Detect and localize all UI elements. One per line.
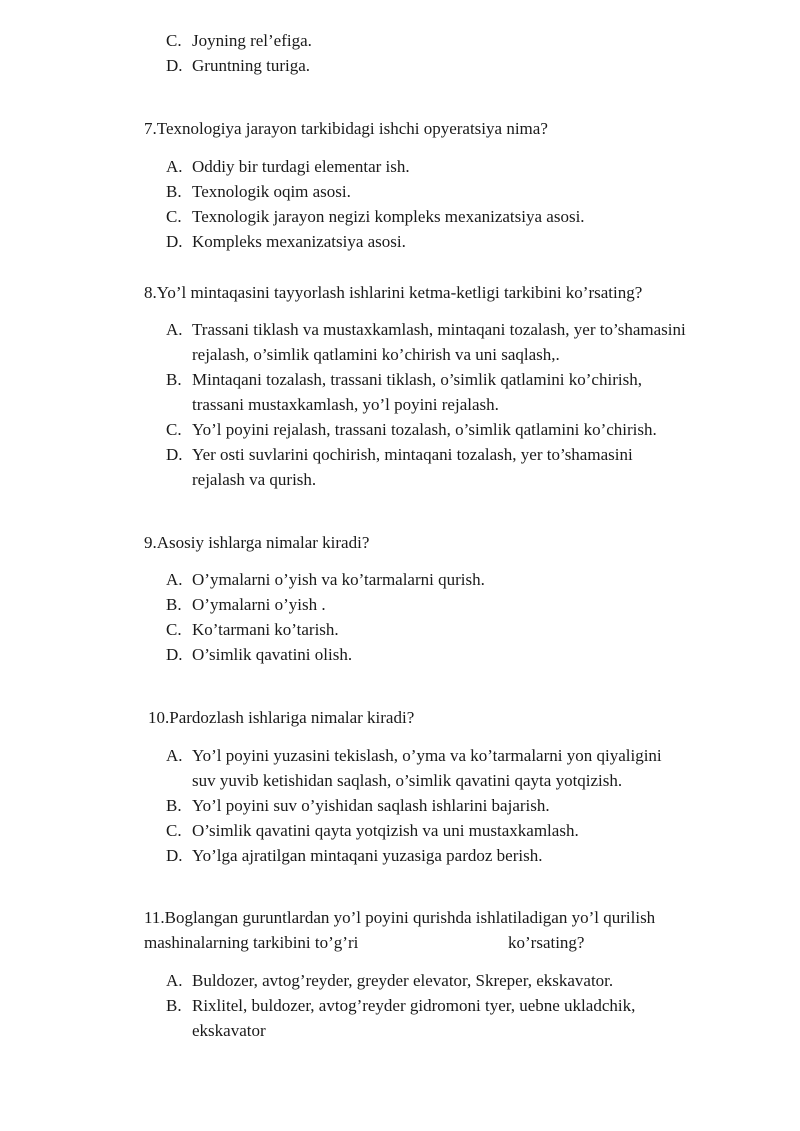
option-letter: C. xyxy=(166,620,182,639)
question-text-continued-end: ko’rsating? xyxy=(508,933,585,952)
option-text: Yo’l poyini suv o’yishidan saqlash ishlarini bajarish. xyxy=(192,796,550,815)
option-letter: A. xyxy=(166,570,183,589)
option-text: O’simlik qavatini olish. xyxy=(192,645,353,664)
option-text: Joyning rel’efiga. xyxy=(192,31,312,50)
option-letter: A. xyxy=(166,320,183,339)
option-text: Texnologik oqim asosi. xyxy=(192,182,351,201)
option-text: Buldozer, avtog’reyder, greyder elevator, Skreper, ekskavator. xyxy=(192,971,614,990)
option-letter: B. xyxy=(166,595,182,614)
option-letter: D. xyxy=(166,56,183,75)
option-text: Kompleks mexanizatsiya asosi. xyxy=(192,232,406,251)
option-letter: A. xyxy=(166,157,183,176)
option-text: Yo’l poyini rejalash, trassani tozalash, o’simlik qatlamini ko’chirish. xyxy=(192,420,657,439)
option-text-continued: rejalash va qurish. xyxy=(192,470,317,489)
option-text: Trassani tiklash va mustaxkamlash, mintaqani tozalash, yer to’shamasini xyxy=(192,320,686,339)
question-text-continued: mashinalarning tarkibini to’g’ri xyxy=(144,933,359,952)
option-text-continued: ekskavator xyxy=(192,1021,266,1040)
option-letter: D. xyxy=(166,232,183,251)
question-text: 7.Texnologiya jarayon tarkibidagi ishchi opyeratsiya nima? xyxy=(144,119,548,138)
question-text: 8.Yo’l mintaqasini tayyorlash ishlarini ketma-ketligi tarkibini ko’rsating? xyxy=(144,283,643,302)
option-letter: B. xyxy=(166,996,182,1015)
option-text-continued: suv yuvib ketishidan saqlash, o’simlik qavatini qayta yotqizish. xyxy=(192,771,623,790)
option-text-continued: trassani mustaxkamlash, yo’l poyini rejalash. xyxy=(192,395,499,414)
option-letter: D. xyxy=(166,445,183,464)
option-text: Gruntning turiga. xyxy=(192,56,311,75)
option-text: O’ymalarni o’yish va ko’tarmalarni qurish. xyxy=(192,570,485,589)
option-letter: C. xyxy=(166,31,182,50)
option-text: Texnologik jarayon negizi kompleks mexanizatsiya asosi. xyxy=(192,207,585,226)
option-text: Ko’tarmani ko’tarish. xyxy=(192,620,339,639)
option-text: O’ymalarni o’yish . xyxy=(192,595,326,614)
option-letter: B. xyxy=(166,182,182,201)
option-text: Oddiy bir turdagi elementar ish. xyxy=(192,157,410,176)
option-text: Yo’l poyini yuzasini tekislash, o’yma va ko’tarmalarni yon qiyaligini xyxy=(192,746,662,765)
option-letter: A. xyxy=(166,746,183,765)
option-letter: A. xyxy=(166,971,183,990)
question-text: 9.Asosiy ishlarga nimalar kiradi? xyxy=(144,533,370,552)
option-letter: D. xyxy=(166,846,183,865)
question-text: 10.Pardozlash ishlariga nimalar kiradi? xyxy=(148,708,415,727)
option-letter: C. xyxy=(166,207,182,226)
option-text: Mintaqani tozalash, trassani tiklash, o’simlik qatlamini ko’chirish, xyxy=(192,370,642,389)
option-letter: B. xyxy=(166,796,182,815)
question-text: 11.Boglangan guruntlardan yo’l poyini qurishda ishlatiladigan yo’l qurilish xyxy=(144,908,656,927)
option-text: Yo’lga ajratilgan mintaqani yuzasiga pardoz berish. xyxy=(192,846,543,865)
option-text: Yer osti suvlarini qochirish, mintaqani tozalash, yer to’shamasini xyxy=(192,445,633,464)
option-letter: D. xyxy=(166,645,183,664)
option-text: O’simlik qavatini qayta yotqizish va uni mustaxkamlash. xyxy=(192,821,579,840)
option-text: Rixlitel, buldozer, avtog’reyder gidromoni tyer, uebne ukladchik, xyxy=(192,996,636,1015)
option-letter: C. xyxy=(166,821,182,840)
option-letter: C. xyxy=(166,420,182,439)
option-text-continued: rejalash, o’simlik qatlamini ko’chirish va uni saqlash,. xyxy=(192,345,560,364)
option-letter: B. xyxy=(166,370,182,389)
